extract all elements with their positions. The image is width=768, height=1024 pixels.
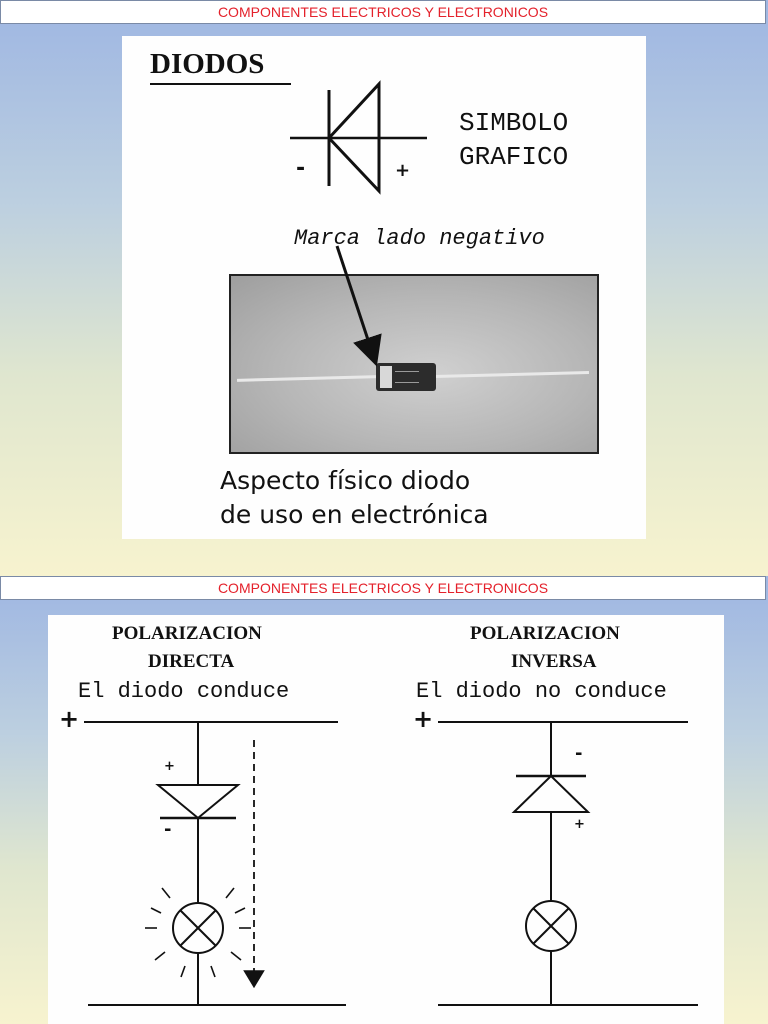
slide-header: COMPONENTES ELECTRICOS Y ELECTRONICOS (0, 0, 766, 24)
polarization-figure-panel (48, 615, 724, 1024)
forward-title-line1: POLARIZACION (112, 623, 262, 644)
photo-caption-line2: de uso en electrónica (220, 500, 489, 529)
reverse-title-line1: POLARIZACION (470, 623, 620, 644)
forward-diode-minus: - (164, 819, 172, 840)
reverse-title-line2: INVERSA (511, 651, 597, 672)
symbol-label-line2: GRAFICO (459, 142, 569, 172)
diode-figure-panel (122, 36, 646, 539)
reverse-subtitle: El diodo no conduce (416, 679, 667, 704)
reverse-rail-plus: + (413, 705, 434, 733)
diodes-heading: DIODOS (150, 48, 265, 80)
slide-diode-polarization (0, 576, 768, 1024)
photo-caption-line1: Aspecto físico diodo (220, 466, 471, 495)
reverse-diode-triangle (514, 776, 588, 812)
reverse-diode-plus: + (574, 817, 585, 832)
symbol-label-line1: SIMBOLO (459, 108, 569, 138)
reverse-diode-minus: - (575, 743, 583, 764)
negative-mark-arrow (122, 36, 646, 539)
forward-title-line2: DIRECTA (148, 651, 235, 672)
symbol-plus-sign: + (395, 160, 411, 181)
slide-header: COMPONENTES ELECTRICOS Y ELECTRONICOS (0, 576, 766, 600)
forward-subtitle: El diodo conduce (78, 679, 290, 704)
reverse-bias-circuit (48, 615, 724, 1024)
symbol-minus-sign: - (296, 156, 306, 181)
negative-mark-label: Marca lado negativo (294, 226, 545, 251)
forward-diode-plus: + (164, 759, 175, 774)
forward-rail-plus: + (59, 705, 80, 733)
